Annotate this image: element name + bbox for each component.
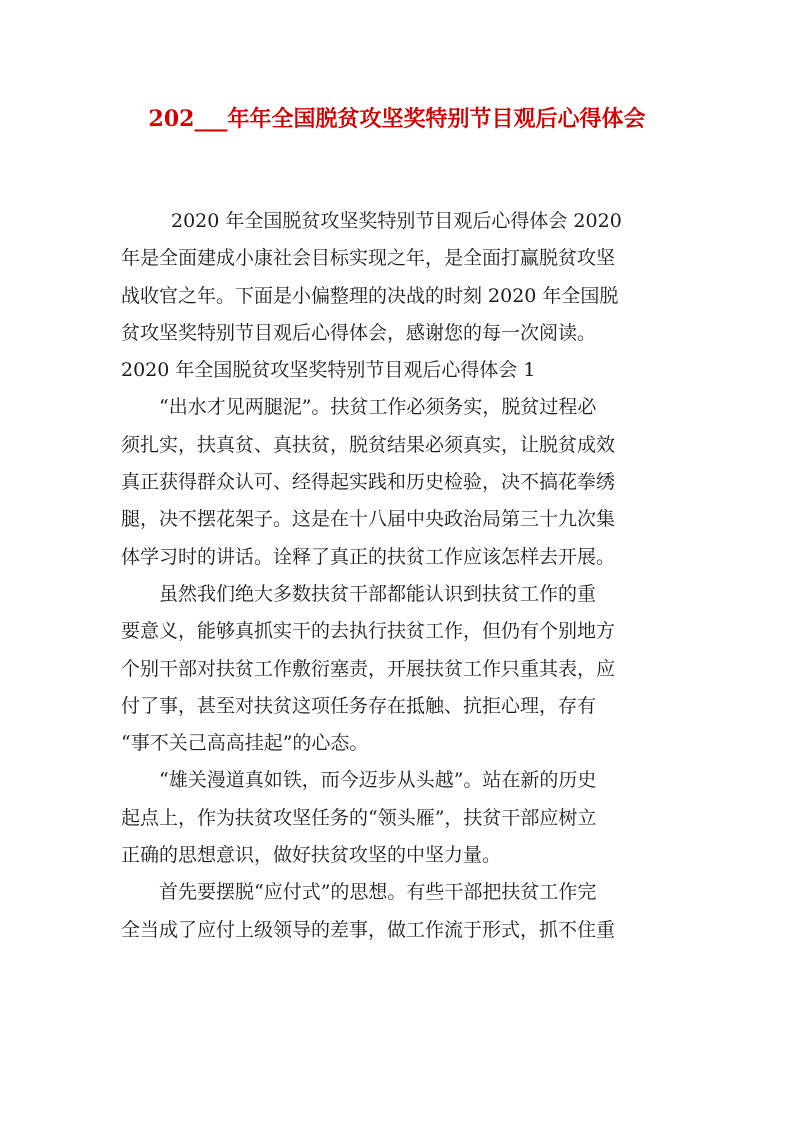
- paragraph-line: “事不关己高高挂起”的心态。: [121, 732, 369, 755]
- paragraph-line: 起点上，作为扶贫攻坚任务的“领头雁”，扶贫干部应树立: [121, 806, 597, 829]
- paragraph-line: 正确的思想意识，做好扶贫攻坚的中坚力量。: [121, 844, 502, 867]
- paragraph-line: “出水才见两腿泥”。扶贫工作必须务实，脱贫过程必: [159, 396, 597, 419]
- paragraph-line: 腿，决不摆花架子。这是在十八届中央政治局第三十九次集: [121, 508, 616, 531]
- paragraph-line: 全当成了应付上级领导的差事，做工作流于形式，抓不住重: [121, 918, 616, 941]
- paragraph-line: 体学习时的讲话。诠释了真正的扶贫工作应该怎样去开展。: [121, 545, 616, 568]
- paragraph-line: 虽然我们绝大多数扶贫干部都能认识到扶贫工作的重: [159, 582, 597, 605]
- paragraph-line: 要意义，能够真抓实干的去执行扶贫工作，但仍有个别地方: [121, 620, 616, 643]
- paragraph-line: 贫攻坚奖特别节目观后心得体会，感谢您的每一次阅读。: [121, 321, 597, 344]
- paragraph-line: 个别干部对扶贫工作敷衍塞责，开展扶贫工作只重其表，应: [121, 657, 616, 680]
- paragraph-line: 2020 年全国脱贫攻坚奖特别节目观后心得体会 2020: [171, 210, 622, 232]
- paragraph-line: 首先要摆脱“应付式”的思想。有些干部把扶贫工作完: [159, 881, 597, 904]
- paragraph-line: 战收官之年。下面是小偏整理的决战的时刻 2020 年全国脱: [121, 284, 619, 307]
- paragraph-line: 付了事，甚至对扶贫这项任务存在抵触、抗拒心理，存有: [121, 694, 597, 717]
- paragraph-line: “雄关漫道真如铁，而今迈步从头越”。站在新的历史: [159, 769, 597, 792]
- paragraph-line: 真正获得群众认可、经得起实践和历史检验，决不搞花拳绣: [121, 471, 616, 494]
- document-title: 202___年年全国脱贫攻坚奖特别节目观后心得体会: [148, 106, 646, 132]
- section-heading: 2020 年全国脱贫攻坚奖特别节目观后心得体会 1: [121, 359, 536, 382]
- paragraph-line: 须扎实，扶真贫、真扶贫，脱贫结果必须真实，让脱贫成效: [121, 433, 616, 456]
- document-body: [121, 203, 681, 949]
- paragraph-line: 年是全面建成小康社会目标实现之年，是全面打赢脱贫攻坚: [121, 247, 616, 270]
